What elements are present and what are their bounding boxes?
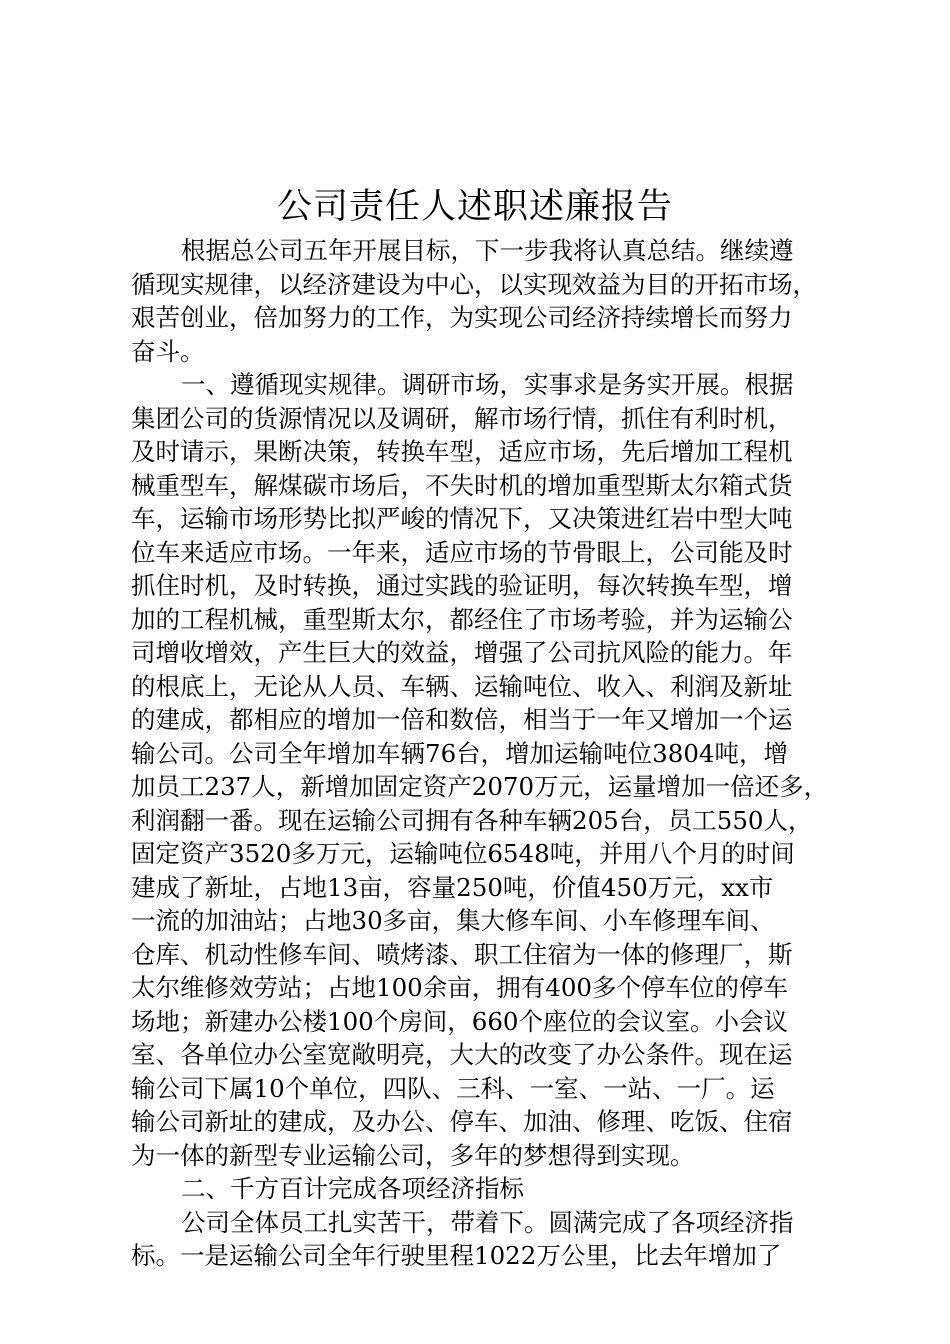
body-line: 奋斗。 <box>131 336 205 366</box>
body-line: 输公司。公司全年增加车辆76台，增加运输吨位3804吨，增 <box>131 738 789 768</box>
document-body <box>131 234 831 1273</box>
body-line: 的根底上，无论从人员、车辆、运输吨位、收入、利润及新址 <box>131 671 793 701</box>
body-line: 械重型车，解煤碳市场后，不失时机的增加重型斯太尔箱式货 <box>131 470 793 500</box>
body-line: 输公司新址的建成，及办公、停车、加油、修理、吃饭、住宿 <box>131 1107 793 1136</box>
body-line: 场地；新建办公楼100个房间，660个座位的会议室。小会议 <box>131 1006 789 1036</box>
body-line: 根据总公司五年开展目标，下一步我将认真总结。继续遵 <box>181 236 794 265</box>
body-line: 一流的加油站；占地30多亩，集大修车间、小车修理车间、 <box>131 906 775 935</box>
body-line: 的建成，都相应的增加一倍和数倍，相当于一年又增加一个运 <box>131 705 793 734</box>
body-line: 司增收增效，产生巨大的效益，增强了公司抗风险的能力。年 <box>131 638 793 667</box>
body-line: 公司全体员工扎实苦干，带着下。圆满完成了各项经济指 <box>181 1207 794 1237</box>
body-line: 艰苦创业，倍加努力的工作，为实现公司经济持续增长而努力 <box>131 303 793 332</box>
body-line: 及时请示，果断决策，转换车型，适应市场，先后增加工程机 <box>131 437 793 466</box>
body-line: 建成了新址，占地13亩，容量250吨，价值450万元，xx市 <box>131 872 774 902</box>
body-line: 循现实规律，以经济建设为中心，以实现效益为目的开拓市场， <box>131 269 817 299</box>
body-line: 太尔维修效劳站；占地100余亩，拥有400多个停车位的停车 <box>131 973 789 1002</box>
body-line: 车，运输市场形势比拟严峻的情况下，又决策进红岩中型大吨 <box>131 504 793 533</box>
body-line: 利润翻一番。现在运输公司拥有各种车辆205台，员工550人， <box>131 805 813 835</box>
body-line: 抓住时机，及时转换，通过实践的验证明，每次转换车型，增 <box>131 571 793 600</box>
body-line: 输公司下属10个单位，四队、三科、一室、一站、一厂。运 <box>131 1073 775 1103</box>
body-line: 加的工程机械，重型斯太尔，都经住了市场考验，并为运输公 <box>131 604 793 634</box>
body-line: 集团公司的货源情况以及调研，解市场行情，抓住有利时机， <box>131 403 793 433</box>
body-line: 为一体的新型专业运输公司，多年的梦想得到实现。 <box>131 1140 695 1170</box>
body-line: 固定资产3520多万元，运输吨位6548吨，并用八个月的时间 <box>131 839 795 868</box>
body-line: 仓库、机动性修车间、喷烤漆、职工住宿为一体的修理厂，斯 <box>131 939 793 969</box>
body-line: 加员工237人，新增加固定资产2070万元，运量增加一倍还多， <box>131 772 829 801</box>
body-line: 标。一是运输公司全年行驶里程1022万公里，比去年增加了 <box>131 1241 782 1270</box>
body-line: 二、千方百计完成各项经济指标 <box>181 1174 524 1203</box>
body-line: 位车来适应市场。一年来，适应市场的节骨眼上，公司能及时 <box>131 537 793 567</box>
document-title: 公司责任人述职述廉报告 <box>276 187 673 227</box>
body-line: 一、遵循现实规律。调研市场，实事求是务实开展。根据 <box>181 370 794 399</box>
body-line: 室、各单位办公室宽敞明亮，大大的改变了办公条件。现在运 <box>131 1040 793 1069</box>
